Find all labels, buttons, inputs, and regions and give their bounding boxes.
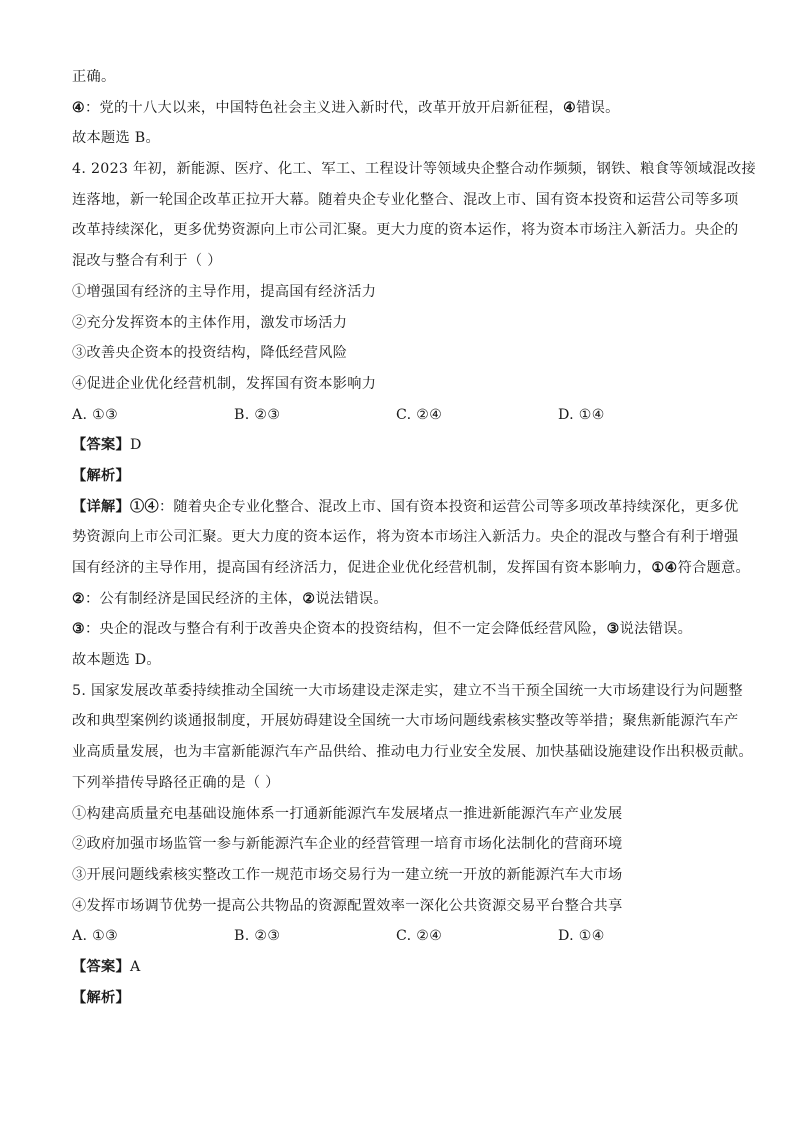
text-span: ：央企的混改与整合有利于改善央企资本的投资结构，但不一定会降低经营风险， <box>85 621 607 638</box>
option-d: D. ①④ <box>558 928 605 945</box>
text-span: ：随着央企专业化整合、混改上市、国有资本投资和运营公司等多项改革持续深化，更多优 <box>158 498 739 515</box>
conclusion-line: 故本题选 D。 <box>72 652 161 669</box>
question-stem-line: 连落地，新一轮国企改革正拉开大幕。随着央企专业化整合、混改上市、国有资本投资和运营公司等多项 <box>72 191 739 208</box>
option-a: A. ①③ <box>72 406 119 423</box>
circled-number: ② <box>302 590 316 607</box>
option-a: A. ①③ <box>72 928 119 945</box>
answer-label: 【答案】 <box>72 437 130 454</box>
detail-line <box>72 614 722 645</box>
question-stem-line: 5. 国家发展改革委持续推动全国统一大市场建设走深走实，建立不当干预全国统一大市场建设行为问题整 <box>72 682 743 699</box>
question-stem-line: 4. 2023 年初，新能源、医疗、化工、军工、工程设计等领域央企整合动作频频，钢铁、粮食等领域混改接 <box>72 161 757 178</box>
circled-number: ①④ <box>651 560 678 576</box>
answer-value: A <box>129 958 141 975</box>
statement-item: ②充分发挥资本的主体作用，激发市场活力 <box>72 314 348 331</box>
answer-options <box>72 921 722 952</box>
text-span: 符合题意。 <box>677 560 751 576</box>
text-line <box>72 93 722 124</box>
answer-line <box>72 952 722 983</box>
circled-number: ③ <box>72 621 86 638</box>
circled-number: ③ <box>606 621 620 638</box>
question-stem-line: 改革持续深化，更多优势资源向上市公司汇聚。更大力度的资本运作，将为资本市场注入新活力。央企的 <box>72 222 739 239</box>
detail-line <box>72 584 722 615</box>
text-span: 说法错误。 <box>619 621 693 638</box>
statement-item: ①构建高质量充电基础设施体系一打通新能源汽车发展堵点一推进新能源汽车产业发展 <box>72 805 623 822</box>
statement-item: ③开展问题线索核实整改工作一规范市场交易行为一建立统一开放的新能源汽车大市场 <box>72 866 623 883</box>
answer-options <box>72 400 722 431</box>
question-stem-line: 混改与整合有利于（ ） <box>72 253 222 270</box>
answer-line <box>72 430 722 461</box>
detail-line <box>72 553 751 584</box>
text-span: 说法错误。 <box>315 590 388 607</box>
circled-number: ①④ <box>129 498 159 515</box>
option-c: C. ②④ <box>396 928 443 945</box>
circled-number: ② <box>72 590 86 607</box>
text-span: ：公有制经济是国民经济的主体， <box>85 590 303 607</box>
option-c: C. ②④ <box>396 406 443 423</box>
statement-item: ④发挥市场调节优势一提高公共物品的资源配置效率一深化公共资源交易平台整合共享 <box>72 897 623 914</box>
analysis-label: 【解析】 <box>72 467 130 484</box>
statement-item: ①增强国有经济的主导作用，提高国有经济活力 <box>72 283 377 300</box>
statement-item: ④促进企业优化经营机制，发挥国有资本影响力 <box>72 375 377 392</box>
text-span: 国有经济的主导作用，提高国有经济活力，促进企业优化经营机制，发挥国有资本影响力， <box>72 560 652 576</box>
text-span: ：党的十八大以来，中国特色社会主义进入新时代，改革开放开启新征程， <box>85 99 564 116</box>
detail-line <box>72 492 739 523</box>
text-line: 正确。 <box>72 69 116 85</box>
document-page <box>72 62 757 1013</box>
option-d: D. ①④ <box>558 406 605 423</box>
option-b: B. ②③ <box>234 406 281 423</box>
question-stem-line: 业高质量发展，也为丰富新能源汽车产品供给、推动电力行业安全发展、加快基础设施建设作出积极贡献。 <box>72 744 753 761</box>
question-stem-line: 下列举措传导路径正确的是（ ） <box>72 774 280 791</box>
circled-number: ④ <box>563 99 577 116</box>
statement-item: ②政府加强市场监管一参与新能源汽车企业的经营管理一培育市场化法制化的营商环境 <box>72 836 623 853</box>
answer-value: D <box>129 437 142 454</box>
circled-number: ④ <box>72 99 86 116</box>
text-span: 错误。 <box>576 99 620 116</box>
detail-line: 势资源向上市公司汇聚。更大力度的资本运作，将为资本市场注入新活力。央企的混改与整合有利于增强 <box>72 529 739 546</box>
analysis-label: 【解析】 <box>72 989 130 1006</box>
statement-item: ③改善央企资本的投资结构，降低经营风险 <box>72 345 348 362</box>
option-b: B. ②③ <box>234 928 281 945</box>
text-line: 故本题选 B。 <box>72 130 160 147</box>
detail-label: 【详解】 <box>72 498 130 515</box>
question-stem-line: 改和典型案例约谈通报制度，开展妨碍建设全国统一大市场问题线索核实整改等举措；聚焦新能源汽车产 <box>72 713 739 730</box>
answer-label: 【答案】 <box>72 958 130 975</box>
